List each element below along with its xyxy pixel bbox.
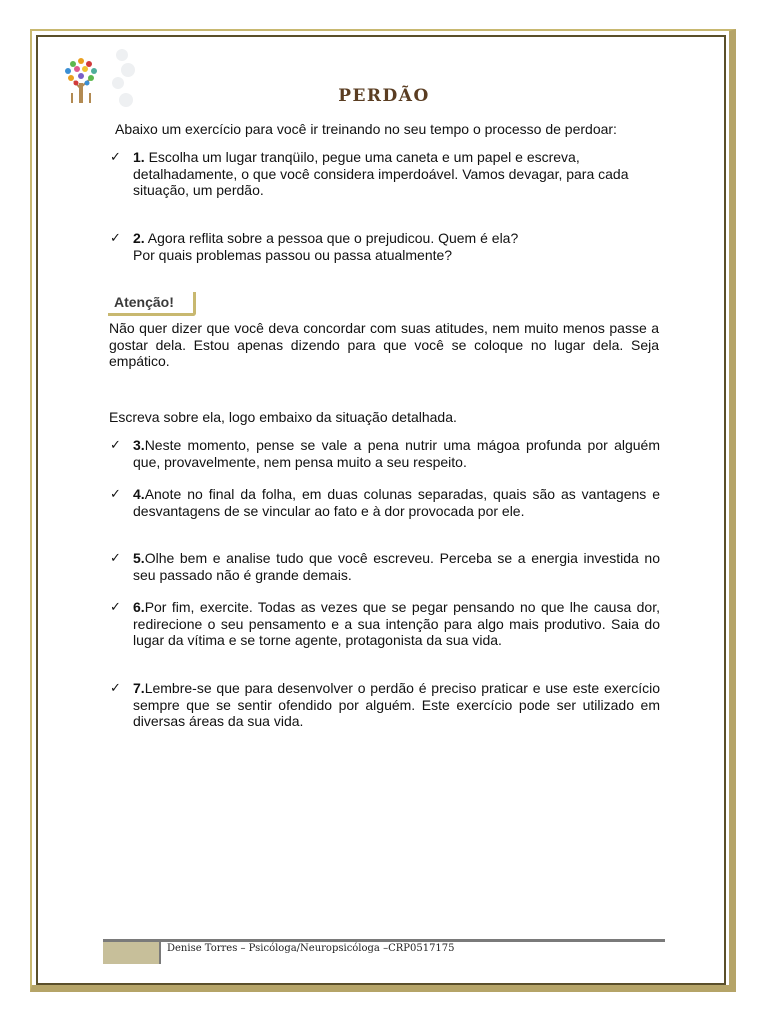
item-text: Por fim, exercite. Todas as vezes que se pegar pensando no que lhe causa dor, redirecione o seu pensamento e a sua intenção para algo mais produtivo. Saia do lugar da vítima e se torne agente, protagonista da sua vida.: [133, 599, 660, 648]
item-number: 6.: [133, 599, 145, 615]
check-icon: ✓: [110, 437, 121, 452]
item-text: Agora reflita sobre a pessoa que o prejudicou. Quem é ela?: [144, 230, 519, 246]
check-icon: ✓: [110, 486, 121, 501]
list-item-text: [133, 599, 660, 649]
attention-paragraph: Não quer dizer que você deva concordar com suas atitudes, nem muito menos passe a gostar dela. Estou apenas dizendo para que você se coloque no lugar dela. Seja empático.: [109, 320, 659, 369]
check-icon: ✓: [110, 149, 121, 164]
check-icon: ✓: [110, 599, 121, 614]
item-text: Neste momento, pense se vale a pena nutrir uma mágoa profunda por alguém que, provavelmente, nem pensa muito a seu respeito.: [133, 437, 660, 470]
item-number: 5.: [133, 550, 145, 566]
item-number: 4.: [133, 486, 145, 502]
intro-text: Abaixo um exercício para você ir treinando no seu tempo o processo de perdoar:: [115, 121, 617, 137]
footer-divider: [103, 939, 665, 942]
write-instruction: Escreva sobre ela, logo embaixo da situação detalhada.: [109, 409, 457, 425]
page-title: PERDÃO: [338, 86, 430, 106]
item-number: 1.: [133, 149, 145, 165]
check-icon: ✓: [110, 550, 121, 565]
list-item-text: [133, 680, 660, 730]
item-text: Olhe bem e analise tudo que você escreveu. Perceba se a energia investida no seu passado não é grande demais.: [133, 550, 660, 583]
footer-text: Denise Torres – Psicóloga/Neuropsicóloga –CRP0517175: [167, 943, 455, 954]
item-number: 3.: [133, 437, 145, 453]
attention-label: Atenção!: [108, 292, 196, 316]
list-item-text: [133, 230, 660, 263]
item-number: 7.: [133, 680, 145, 696]
list-item-text: [133, 550, 660, 583]
item-text: Escolha um lugar tranqüilo, pegue uma caneta e um papel e escreva, detalhadamente, o que você considera imperdoável. Vamos devagar, para cada situação, um perdão.: [133, 149, 629, 198]
footer-color-block: [103, 942, 161, 964]
item-text: Lembre-se que para desenvolver o perdão é preciso praticar e use este exercício sempre que se sentir ofendido por alguém. Este exercício pode ser utilizado em diversas áreas da sua vida.: [133, 680, 660, 729]
item-text: Anote no final da folha, em duas colunas separadas, quais são as vantagens e desvantagens de se vincular ao fato e à dor provocada por ele.: [133, 486, 660, 519]
list-item-text: [133, 437, 660, 470]
check-icon: ✓: [110, 680, 121, 695]
list-item-text: [133, 149, 660, 199]
check-icon: ✓: [110, 230, 121, 245]
list-item-text: [133, 486, 660, 519]
item-number: 2.: [133, 230, 145, 246]
item-text-line2: Por quais problemas passou ou passa atualmente?: [133, 246, 453, 263]
